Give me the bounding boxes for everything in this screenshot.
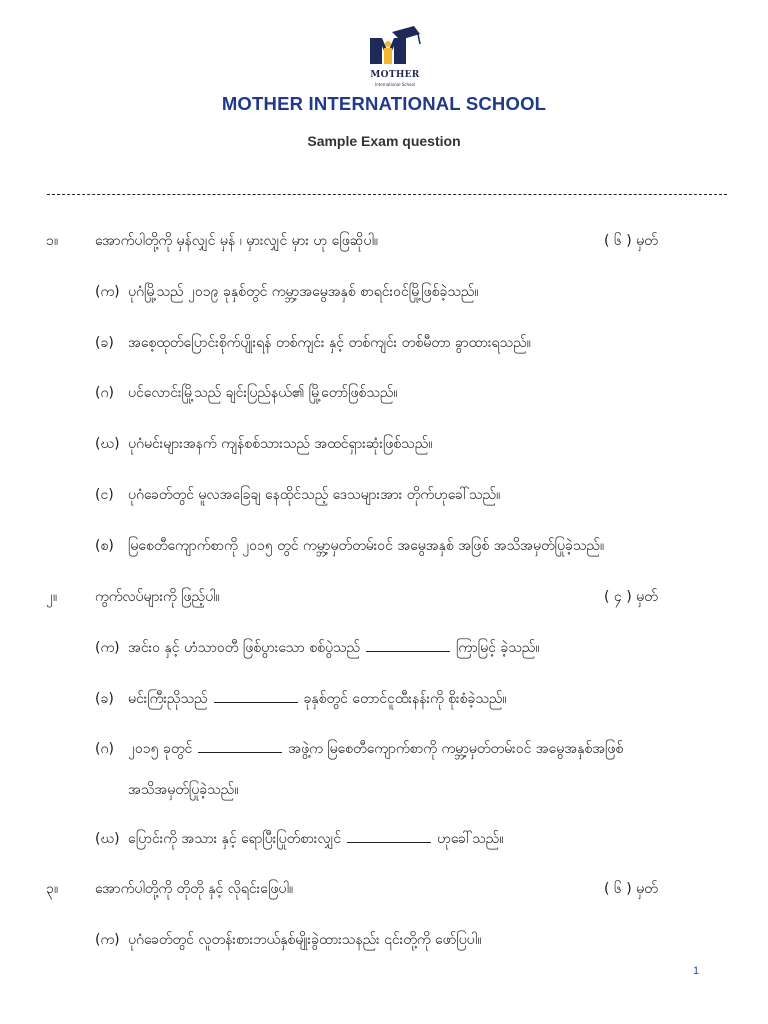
question-marks: ( ၄ ) မှတ် <box>604 589 658 605</box>
school-logo <box>364 24 426 92</box>
question-number: ၂။ <box>46 589 58 605</box>
item-text: ပုဂံမင်းများအနက် ကျန်စစ်သားသည် အထင်ရှားဆုံးဖြစ်သည်။ <box>128 436 433 452</box>
item-label: (ခ) <box>95 335 114 351</box>
text-after-blank: ဟုခေါ်သည်။ <box>437 831 504 847</box>
item-text <box>128 689 507 709</box>
item-label: (ဃ) <box>95 436 120 452</box>
text-after-blank: ခုနှစ်တွင် တောင်ငူထီးနန်းကို စိုးစံခဲ့သည်။ <box>303 691 507 707</box>
question-text: အောက်ပါတို့ကို တိုတို နှင့် လိုရင်းဖြေပါ။ <box>95 881 294 897</box>
item-label: (င) <box>95 487 114 503</box>
item-text: ပုဂံမြို့သည် ၂၀၁၉ ခုနှစ်တွင် ကမ္ဘာ့အမွေအနှစ် စာရင်းဝင်မြို့ဖြစ်ခဲ့သည်။ <box>128 284 479 300</box>
question-marks: ( ၆ ) မှတ် <box>604 233 658 249</box>
item-text: မြစေတီကျောက်စာကို ၂၀၁၅ တွင် ကမ္ဘာ့မှတ်တမ်းဝင် အမွေအနှစ် အဖြစ် အသိအမှတ်ပြုခဲ့သည်။ <box>128 538 605 554</box>
text-before-blank: ၂၀၁၅ ခုတွင် <box>128 741 193 757</box>
item-text: ပင်လောင်းမြို့သည် ချင်းပြည်နယ်၏ မြို့တော်ဖြစ်သည်။ <box>128 385 398 401</box>
answer-blank[interactable] <box>347 832 431 843</box>
logo-subtext: International School <box>374 82 416 87</box>
logo-text: MOTHER <box>370 70 420 80</box>
item-label: (က) <box>95 640 120 656</box>
question-text: အောက်ပါတို့ကို မှန်လျှင် မှန် ၊ မှားလျှင် မှား ဟု ဖြေဆိုပါ။ <box>95 233 378 249</box>
page-number: 1 <box>693 965 700 977</box>
logo-emblem-icon <box>364 24 426 72</box>
question-marks: ( ၆ ) မှတ် <box>604 881 658 897</box>
item-label: (က) <box>95 932 120 948</box>
item-text <box>128 739 623 759</box>
question-number: ၃။ <box>46 881 59 897</box>
text-before-blank: မင်းကြီးညိုသည် <box>128 691 208 707</box>
item-label: (ဃ) <box>95 831 120 847</box>
text-after-blank: ကြာမြင့် ခဲ့သည်။ <box>456 640 540 656</box>
item-text <box>128 829 503 849</box>
item-text: ပုဂံခေတ်တွင် လူတန်းစားဘယ်နှစ်မျိုးခွဲထားသနည်း ၎င်းတို့ကို ဖော်ပြပါ။ <box>128 932 482 948</box>
text-after-blank: အဖွဲ့က မြစေတီကျောက်စာကို ကမ္ဘာ့မှတ်တမ်းဝင် အမွေအနှစ်အဖြစ် <box>288 741 624 757</box>
question-text: ကွက်လပ်များကို ဖြည့်ပါ။ <box>95 589 220 605</box>
item-label: (စ) <box>95 538 114 554</box>
question-number: ၁။ <box>46 233 59 249</box>
item-label: (ဂ) <box>95 385 114 401</box>
answer-blank[interactable] <box>366 641 450 652</box>
answer-blank[interactable] <box>214 692 298 703</box>
item-text <box>128 638 540 658</box>
exam-subtitle: Sample Exam question <box>307 133 461 149</box>
divider-rule <box>47 194 727 195</box>
item-text: အသိအမှတ်ပြုခဲ့သည်။ <box>128 782 239 798</box>
text-before-blank: ပြောင်းကို အသား နှင့် ရောပြီးပြုတ်စားလျှင် <box>128 831 342 847</box>
item-text: အစေ့ထုတ်ပြောင်းစိုက်ပျိုးရန် တစ်ကျင်း နှင့် တစ်ကျင်း တစ်မီတာ ခွာထားရသည်။ <box>128 335 531 351</box>
text-before-blank: အင်း၀ နှင့် ဟံသာဝတီ ဖြစ်ပွားသော စစ်ပွဲသည် <box>128 640 360 656</box>
school-name: MOTHER INTERNATIONAL SCHOOL <box>221 93 547 114</box>
item-label: (ခ) <box>95 691 114 707</box>
item-label: (ဂ) <box>95 741 114 757</box>
item-label: (က) <box>95 284 120 300</box>
answer-blank[interactable] <box>198 742 282 753</box>
item-text: ပုဂံခေတ်တွင် မူလအခြေချ နေထိုင်သည့် ဒေသများအား တိုက်ဟုခေါ်သည်။ <box>128 487 501 503</box>
